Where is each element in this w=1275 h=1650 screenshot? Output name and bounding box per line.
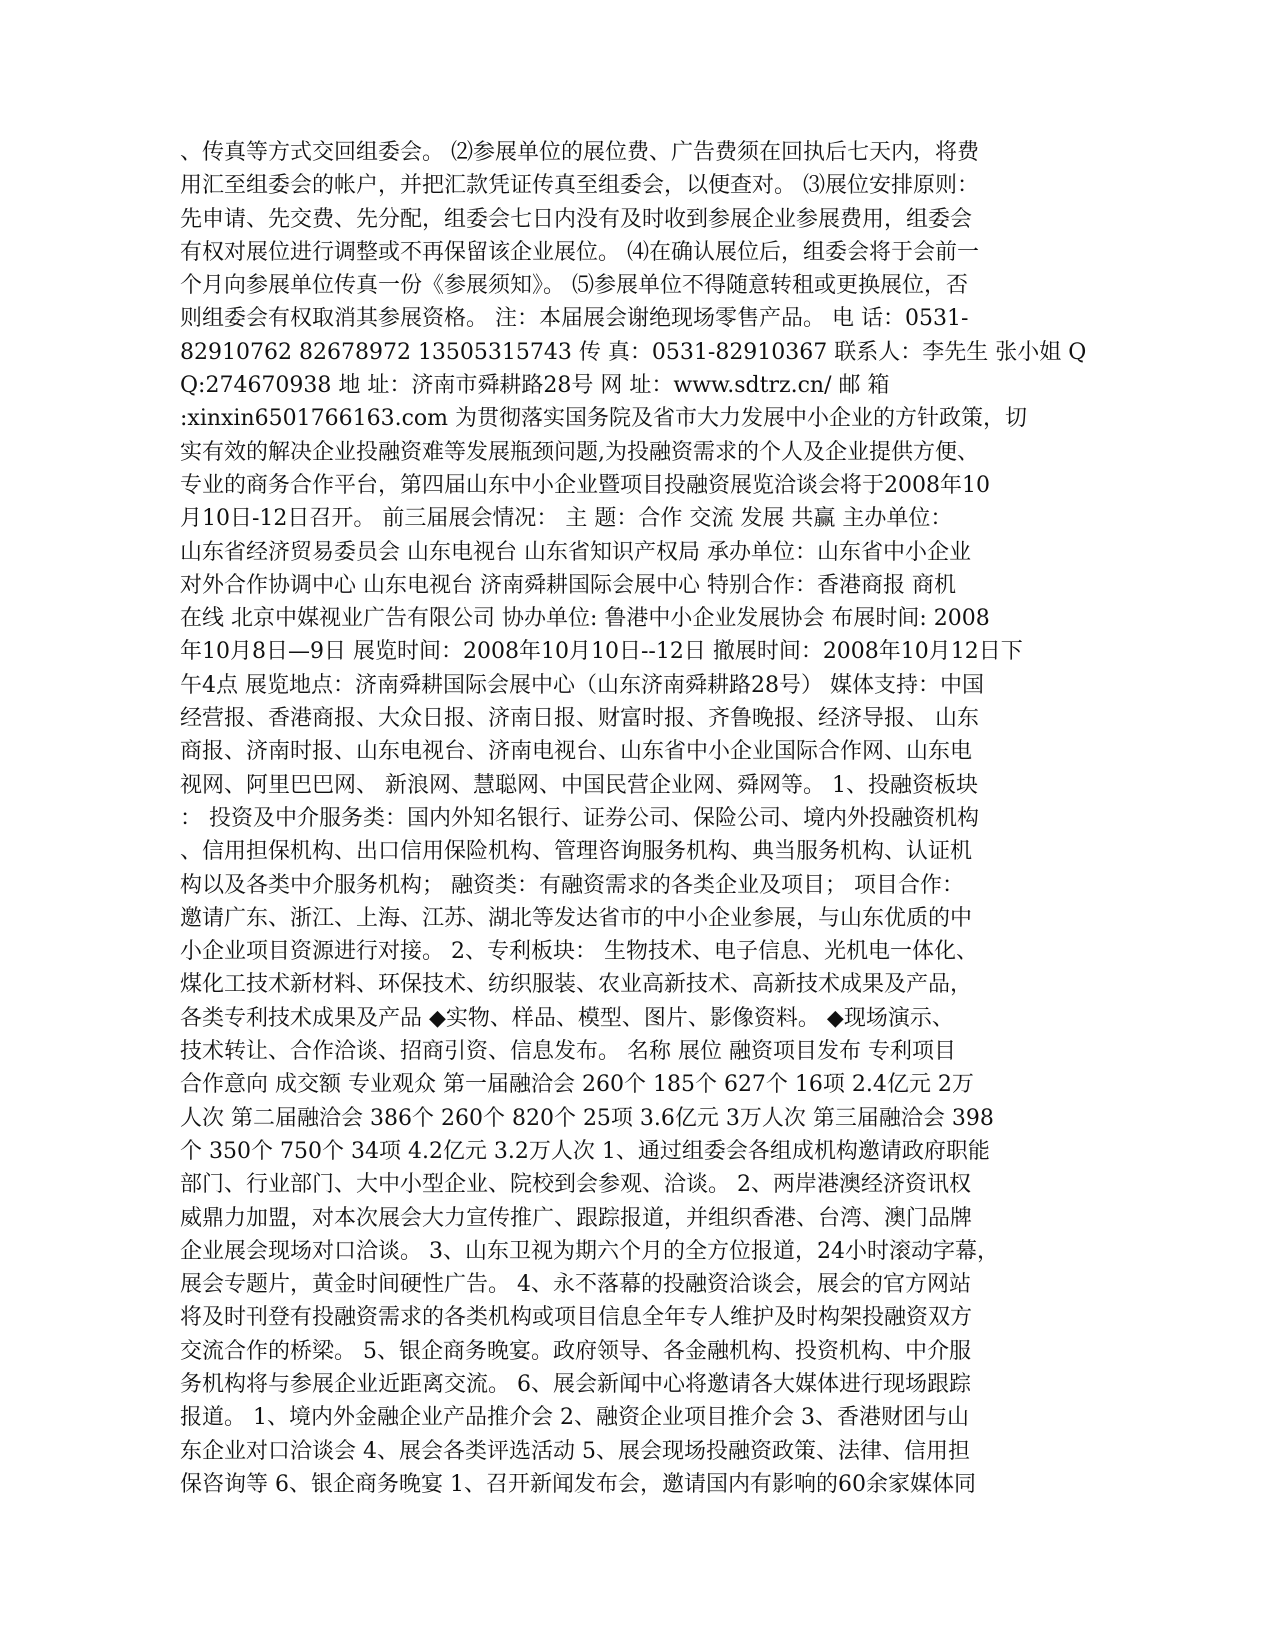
text-line: 东企业对口洽谈会 4、展会各类评选活动 5、展会现场投融资政策、法律、信用担 [180,1438,970,1464]
text-line: 山东省经济贸易委员会 山东电视台 山东省知识产权局 承办单位：山东省中小企业 [180,539,971,565]
text-line: 务机构将与参展企业近距离交流。 6、展会新闻中心将邀请各大媒体进行现场跟踪 [180,1371,971,1397]
text-line: 则组委会有权取消其参展资格。 注：本届展会谢绝现场零售产品。 电 话：0531- [180,306,969,332]
text-line: 、信用担保机构、出口信用保险机构、管理咨询服务机构、典当服务机构、认证机 [180,839,973,865]
text-line: 用汇至组委会的帐户，并把汇款凭证传真至组委会，以便查对。 ⑶展位安排原则： [180,173,979,199]
text-line: 个月向参展单位传真一份《参展须知》。 ⑸参展单位不得随意转租或更换展位，否 [180,273,968,299]
text-line: 视网、阿里巴巴网、 新浪网、慧聪网、中国民营企业网、舜网等。 1、投融资板块 [180,772,978,798]
text-line: 交流合作的桥梁。 5、银企商务晚宴。政府领导、各金融机构、投资机构、中介服 [180,1338,971,1364]
text-line: 在线 北京中媒视业广告有限公司 协办单位: 鲁港中小企业发展协会 布展时间: 2008 [180,606,990,632]
text-line: 年10月8日—9日 展览时间：2008年10月10日--12日 撤展时间：2008年10月12日下 [180,639,1023,665]
text-line: 82910762 82678972 13505315743 传 真：0531-82910367 联系人：李先生 张小姐 Q [180,339,1087,365]
text-line: :xinxin6501766163.com 为贯彻落实国务院及省市大力发展中小企业的方针政策，切 [180,406,1028,432]
text-line: 实有效的解决企业投融资难等发展瓶颈问题,为投融资需求的个人及企业提供方便、 [180,439,979,465]
text-line: 小企业项目资源进行对接。 2、专利板块： 生物技术、电子信息、光机电一体化、 [180,939,978,965]
text-line: 先申请、先交费、先分配，组委会七日内没有及时收到参展企业参展费用，组委会 [180,206,973,232]
text-line: 专业的商务合作平台，第四届山东中小企业暨项目投融资展览洽谈会将于2008年10 [180,472,990,498]
text-line: 经营报、香港商报、大众日报、济南日报、财富时报、齐鲁晚报、经济导报、 山东 [180,706,979,732]
document-body [180,136,1087,1501]
text-line: 各类专利技术成果及产品 ◆实物、样品、模型、图片、影像资料。 ◆现场演示、 [180,1005,954,1031]
text-line: 商报、济南时报、山东电视台、济南电视台、山东省中小企业国际合作网、山东电 [180,739,973,765]
text-line: 技术转让、合作洽谈、招商引资、信息发布。 名称 展位 融资项目发布 专利项目 [180,1039,956,1065]
text-line: 将及时刊登有投融资需求的各类机构或项目信息全年专人维护及时构架投融资双方 [180,1305,973,1331]
text-line: 部门、行业部门、大中小型企业、院校到会参观、洽谈。 2、两岸港澳经济资讯权 [180,1172,971,1198]
text-line: 邀请广东、浙江、上海、江苏、湖北等发达省市的中小企业参展，与山东优质的中 [180,905,973,931]
text-line: 午4点 展览地点：济南舜耕国际会展中心（山东济南舜耕路28号） 媒体支持：中国 [180,672,984,698]
text-line: Q:274670938 地 址：济南市舜耕路28号 网 址：www.sdtrz.cn/ 邮 箱 [180,373,890,399]
text-line: 煤化工技术新材料、环保技术、纺织服装、农业高新技术、高新技术成果及产品， [180,972,973,998]
text-line: 对外合作协调中心 山东电视台 济南舜耕国际会展中心 特别合作：香港商报 商机 [180,572,956,598]
text-line: 展会专题片，黄金时间硬性广告。 4、永不落幕的投融资洽谈会，展会的官方网站 [180,1272,971,1298]
text-line: 报道。 1、境内外金融企业产品推介会 2、融资企业项目推介会 3、香港财团与山 [180,1405,969,1431]
text-line: 人次 第二届融洽会 386个 260个 820个 25项 3.6亿元 3万人次 第三届融洽会 398 [180,1105,994,1131]
text-line: 构以及各类中介服务机构； 融资类：有融资需求的各类企业及项目； 项目合作： [180,872,964,898]
text-line: ： 投资及中介服务类：国内外知名银行、证券公司、保险公司、境内外投融资机构 [180,805,979,831]
text-line: 月10日-12日召开。 前三届展会情况： 主 题：合作 交流 发展 共赢 主办单位： [180,506,953,532]
text-line: 个 350个 750个 34项 4.2亿元 3.2万人次 1、通过组委会各组成机构邀请政府职能 [180,1138,990,1164]
text-line: 威鼎力加盟，对本次展会大力宣传推广、跟踪报道，并组织香港、台湾、澳门品牌 [180,1205,973,1231]
text-line: 企业展会现场对口洽谈。 3、山东卫视为期六个月的全方位报道，24小时滚动字幕， [180,1238,999,1264]
text-line: 、传真等方式交回组委会。 ⑵参展单位的展位费、广告费须在回执后七天内，将费 [180,140,979,165]
text-line: 合作意向 成交额 专业观众 第一届融洽会 260个 185个 627个 16项 2.4亿元 2万 [180,1072,974,1098]
text-line: 保咨询等 6、银企商务晚宴 1、召开新闻发布会，邀请国内有影响的60余家媒体同 [180,1471,976,1497]
text-line: 有权对展位进行调整或不再保留该企业展位。 ⑷在确认展位后，组委会将于会前一 [180,239,979,265]
